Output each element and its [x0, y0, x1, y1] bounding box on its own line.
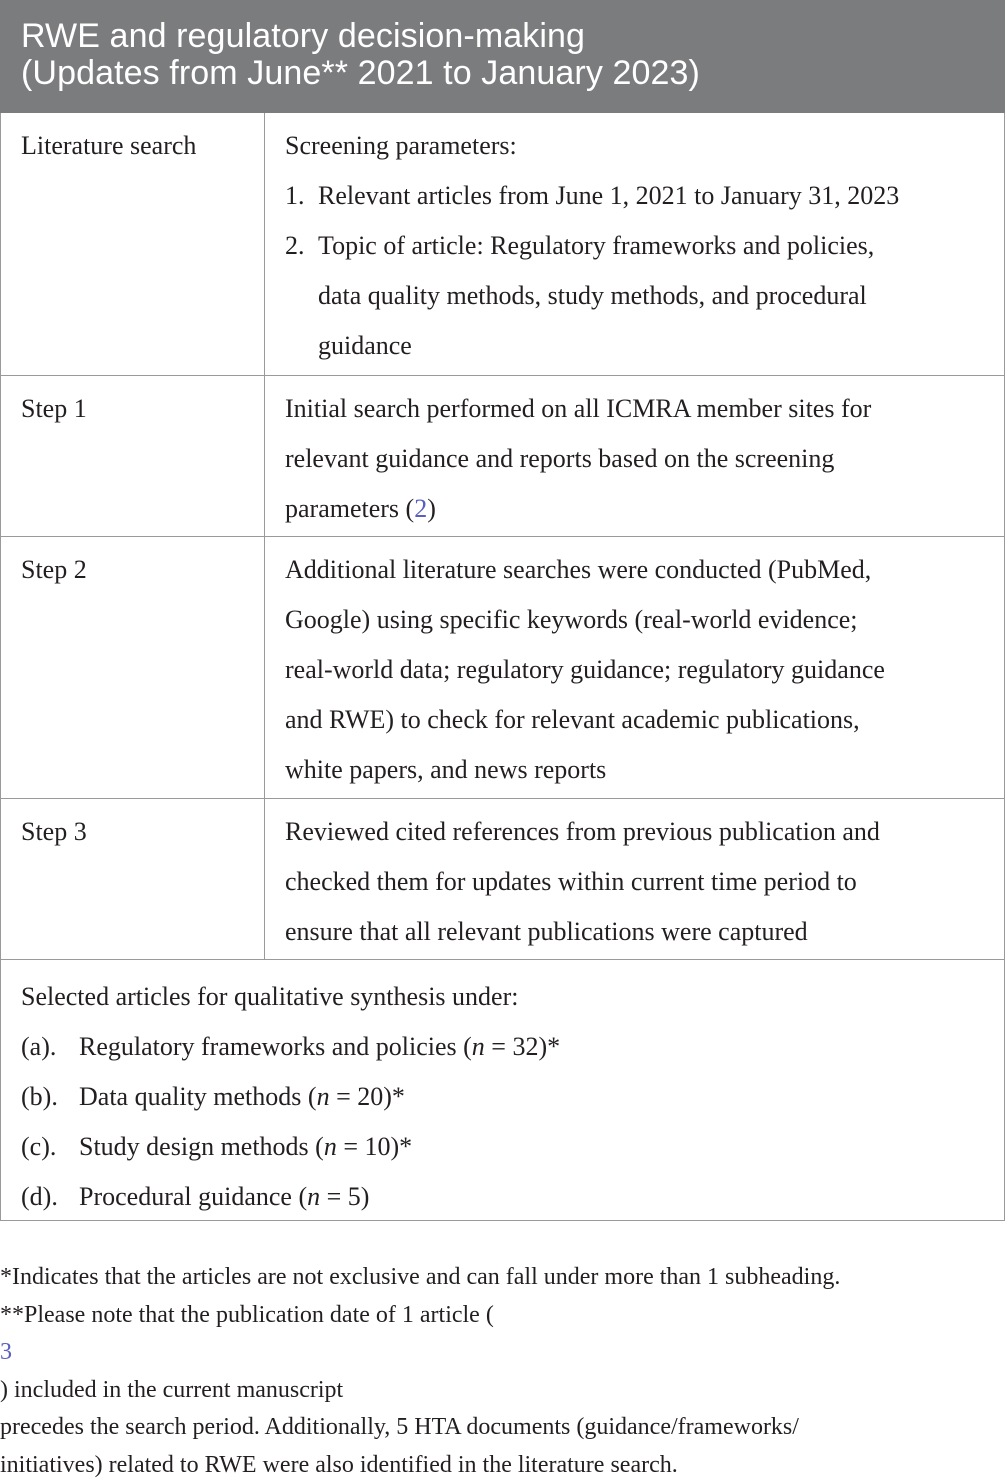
table-row-step-3 — [1, 799, 1004, 960]
table-title-line-2: (Updates from June** 2021 to January 2023) — [21, 55, 1005, 92]
footnote-2-cont: precedes the search period. Additionally, 5 HTA documents (guidance/frameworks/ — [0, 1409, 1005, 1447]
selected-item-c: (c). Study design methods (n = 10)* — [21, 1122, 560, 1172]
table-footnotes — [0, 1259, 1005, 1484]
row-label-step-2: Step 2 — [21, 545, 87, 595]
column-divider — [264, 537, 265, 798]
screening-parameters — [285, 121, 985, 371]
selected-intro: Selected articles for qualitative synthesis under: — [21, 972, 560, 1022]
step-1-description: Initial search performed on all ICMRA member sites for relevant guidance and reports based on the screening parameters (2) — [285, 384, 985, 534]
row-label-step-1: Step 1 — [21, 384, 87, 434]
column-divider — [264, 799, 265, 959]
table-header — [0, 0, 1005, 113]
selected-articles — [21, 972, 560, 1222]
column-divider — [264, 113, 265, 375]
selected-item-b: (b). Data quality methods (n = 20)* — [21, 1072, 560, 1122]
table-row-literature-search — [1, 113, 1004, 376]
footnote-2: **Please note that the publication date of 1 article ( 3 ) included in the current manuscript — [0, 1297, 1005, 1410]
footnote-2-cont-2: initiatives) related to RWE were also identified in the literature search. — [0, 1447, 1005, 1484]
screening-item-2-cont-2: guidance — [285, 321, 985, 371]
row-label-literature-search: Literature search — [21, 121, 196, 171]
footnote-1: *Indicates that the articles are not exclusive and can fall under more than 1 subheading. — [0, 1259, 1005, 1297]
table-row-selected-articles — [1, 960, 1004, 1221]
table-row-step-1 — [1, 376, 1004, 537]
row-label-step-3: Step 3 — [21, 807, 87, 857]
selected-item-d: (d). Procedural guidance (n = 5) — [21, 1172, 560, 1222]
table-title-line-1: RWE and regulatory decision-making — [21, 18, 1005, 55]
reference-link-2[interactable]: 2 — [414, 494, 427, 523]
screening-intro: Screening parameters: — [285, 121, 985, 171]
table-row-step-2 — [1, 537, 1004, 799]
screening-item-2: 2. Topic of article: Regulatory frameworks and policies, — [285, 221, 985, 271]
reference-link-3[interactable]: 3 — [0, 1334, 1005, 1372]
screening-item-2-cont: data quality methods, study methods, and procedural — [285, 271, 985, 321]
selected-item-a: (a). Regulatory frameworks and policies (n = 32)* — [21, 1022, 560, 1072]
step-2-description: Additional literature searches were conducted (PubMed, Google) using specific keywords (real-world evidence; real-world data; regulatory guidance; regulatory guidance and RWE) to check for relevant academic publications, white papers, and news reports — [285, 545, 985, 795]
table-body — [0, 113, 1005, 1221]
column-divider — [264, 376, 265, 536]
step-3-description: Reviewed cited references from previous publication and checked them for updates within current time period to ensure that all relevant publications were captured — [285, 807, 985, 957]
screening-item-1: 1. Relevant articles from June 1, 2021 to January 31, 2023 — [285, 171, 985, 221]
